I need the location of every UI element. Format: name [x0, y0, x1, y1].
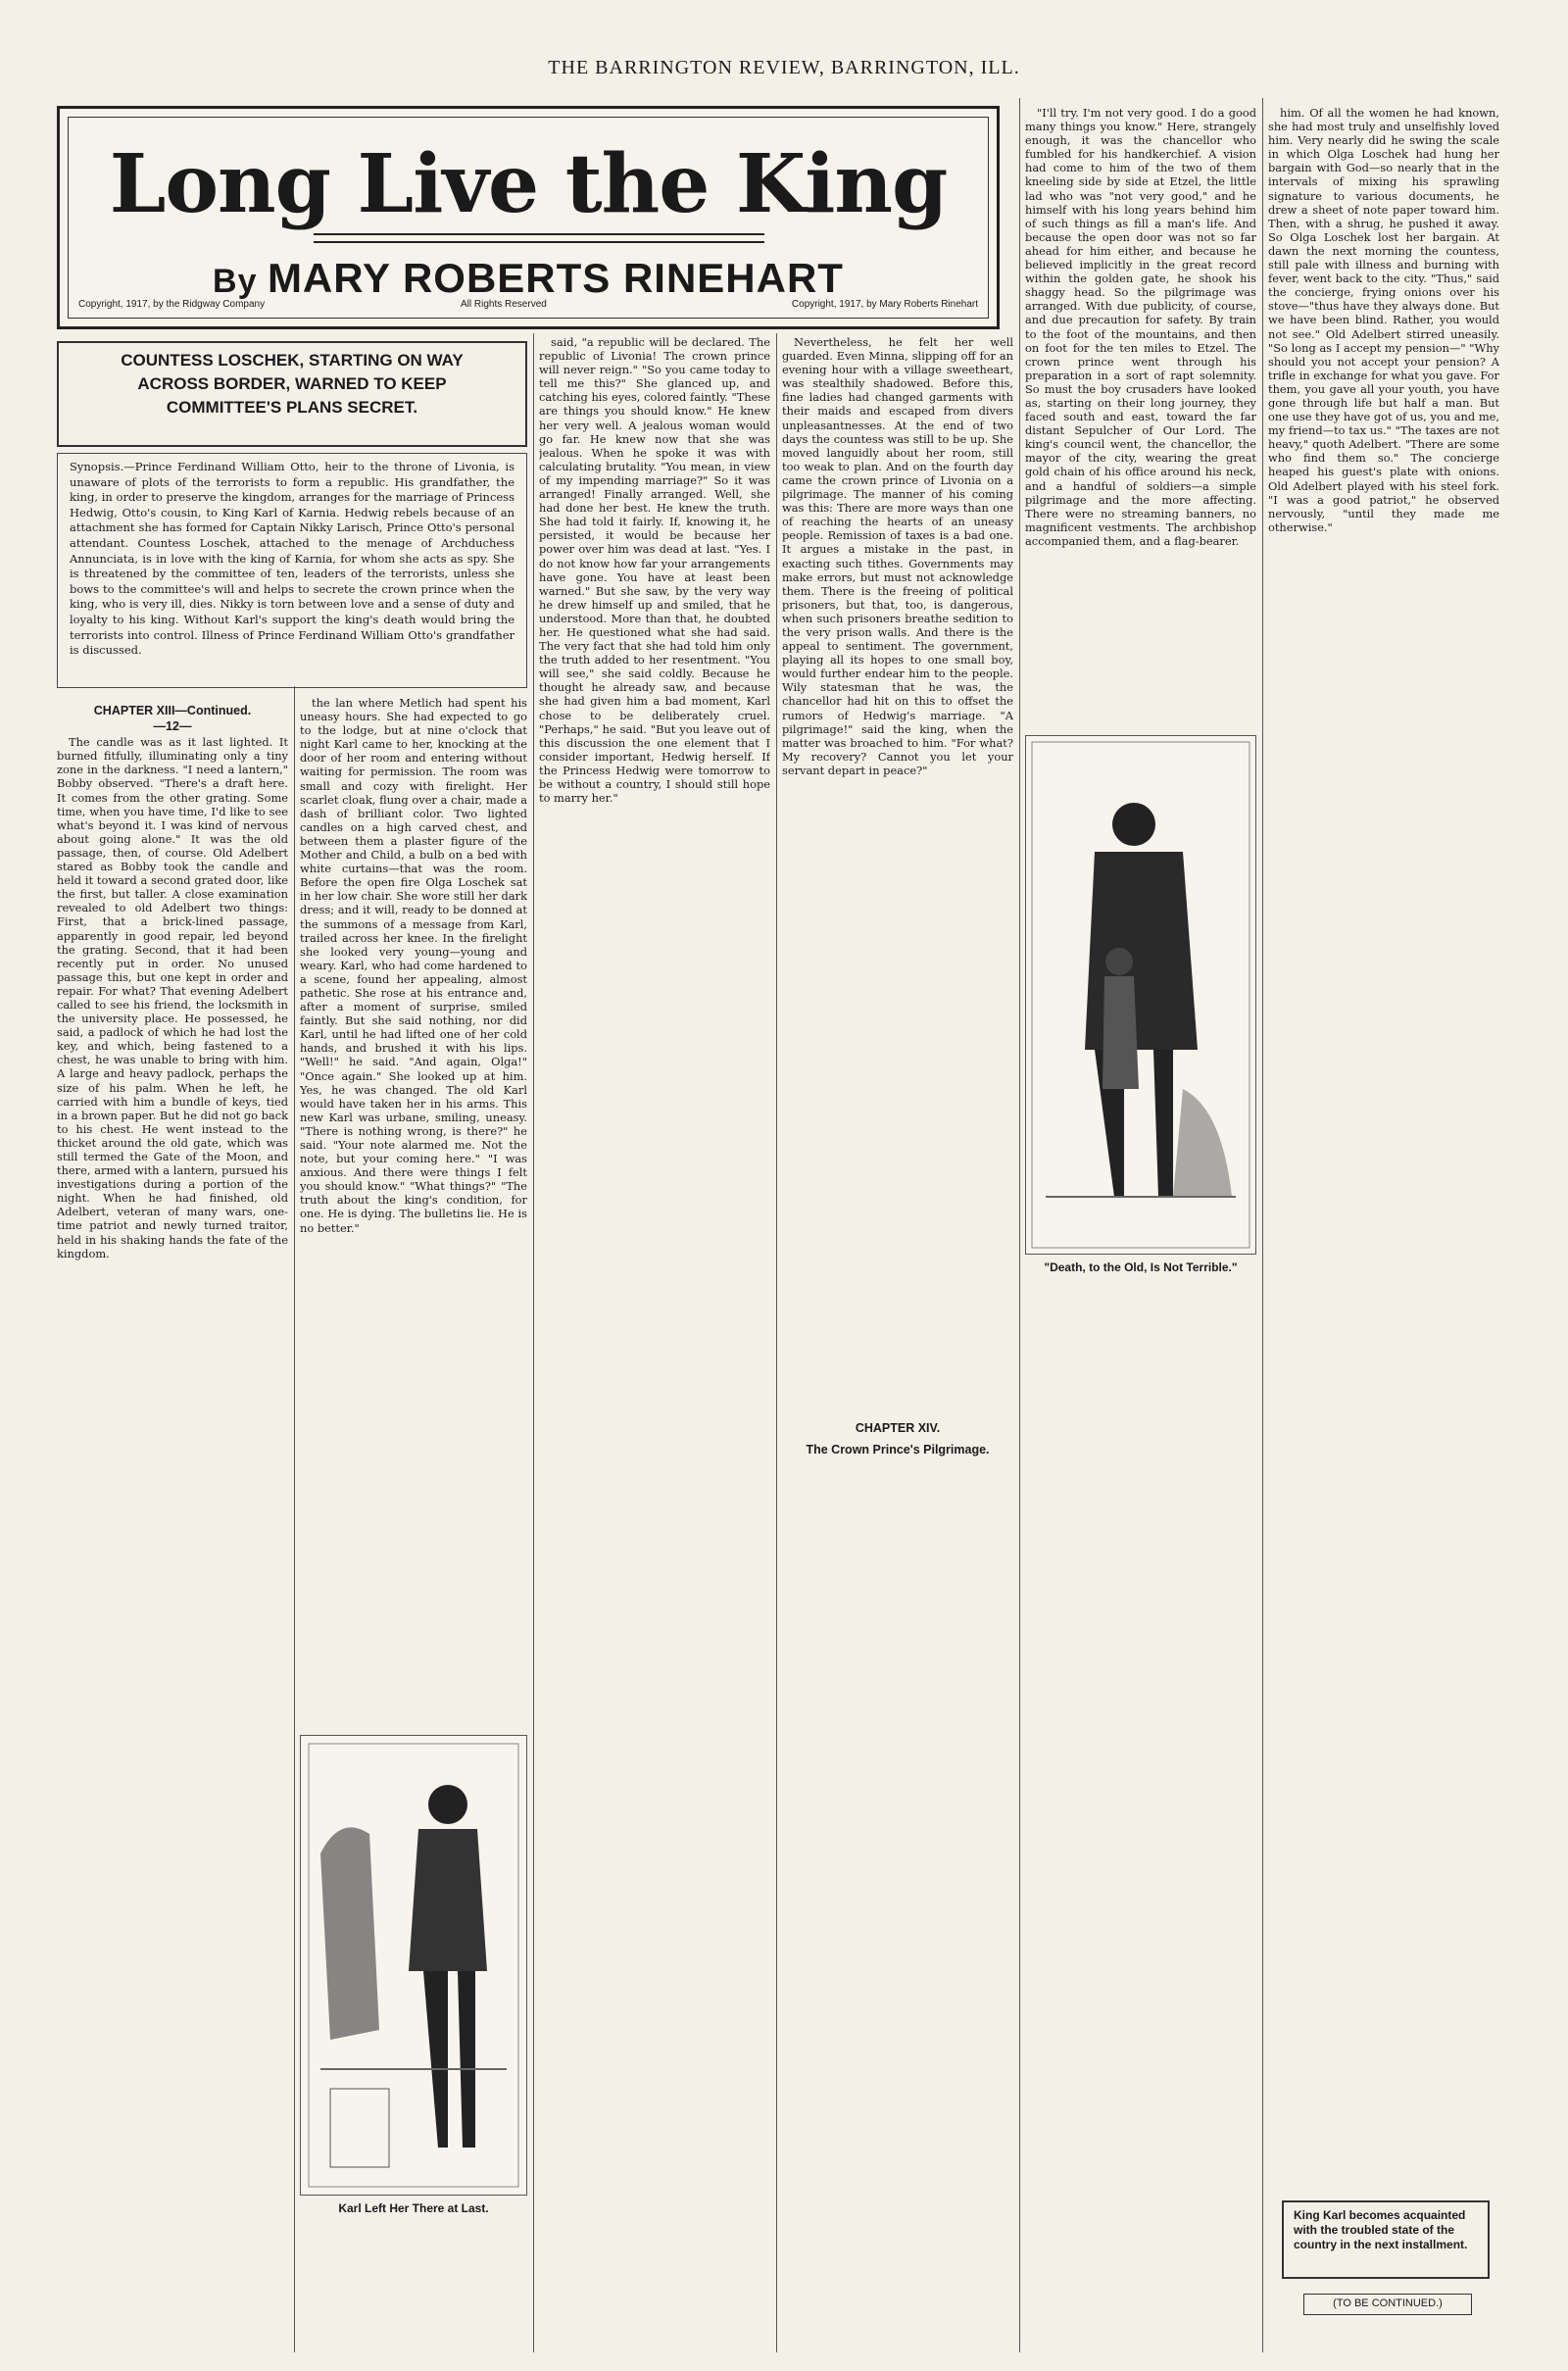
- story-title: Long Live the King: [109, 137, 948, 231]
- synopsis: Synopsis.—Prince Ferdinand William Otto, heir to the throne of Livonia, is unaware of plots of the terrorists to form a republic. His grandfather, the king, in order to preserve the kingdom, arranges for the marriage of Princess Hedwig, Otto's cousin, to King Karl of Karnia. Hedwig rebels because of an attachment she has formed for Captain Nikky Larisch, Prince Otto's personal attendant. Countess Loschek, attached to the menage of Archduchess Annunciata, is in love with the king of Karnia, for whom she acts as spy. She is threatened by the committee of ten, leaders of the terrorists, unless she bows to the committee's will and helps to secrete the crown prince when the king, who is very ill, dies. Nikky is torn between love and a sense of duty and loyalty to his king. Without Karl's support the king's death would bring the terrorists into control. Illness of Prince Ferdinand William Otto's grandfather is discussed.: [57, 453, 527, 688]
- illustration-karl-leaves: [300, 1735, 527, 2196]
- chapter-number: —12—: [153, 719, 192, 734]
- chapter-xiv-heading: CHAPTER XIV.: [855, 1421, 941, 1435]
- column-6-text: him. Of all the women he had known, she had most truly and unselfishly loved him. Very nearly did he swing the scale in which Olga Loschek had hung her bargain with God—so nearly that in the intervals of mixing his sprawling signature to various documents, he drew a sheet of note paper toward him. Then, with a shrug, he pushed it away. So Olga Loschek lost her bargain. At dawn the next morning the countess, still pale with illness and burning with fever, went back to the city. "Thus," said the concierge, frying onions over his stove—"thus have they always done. But we have been blind. Rather, you would not see." Old Adelbert stirred uneasily. "So long as I accept my pension—" "Why should you not accept your pension? A trifle in exchange for what you gave. For them, you gave all your youth, you have gone through life but half a man. But one use they have got of us, you and me, my friend—to tax us." "The taxes are not heavy," quoth Adelbert. "There are some who find them so." The concierge heaped his guest's plate with onions. Old Adelbert played with his steel fork. "I was a good patriot," he observed nervously, "until they made me otherwise.": [1268, 106, 1499, 534]
- column-divider: [1262, 98, 1263, 2352]
- column-2-text: the lan where Metlich had spent his uneasy hours. She had expected to go to the lodge, but at nine o'clock that night Karl came to her, knocking at the door of her room and entering without waiting for permission. The room was small and cozy with firelight. Her scarlet cloak, flung over a chair, made a dash of brilliant color. Two lighted candles on a high carved chest, and between them a plaster figure of the Mother and Child, a bulb on a bed with white curtains—that was the room. Before the open fire Olga Loschek sat in her low chair. She wore still her dark dress; and it will, ready to be donned at the summons of a message from Karl, trailed across her knee. In the firelight she looked very young—young and weary. Karl, who had come hardened to a scene, found her appealing, almost pathetic. She rose at his entrance and, after a moment of surprise, smiled faintly. But she said nothing, nor did Karl, until he had lifted one of her cold hands, and brushed it with his lips. "Well!" he said. "And again, Olga!" "Once again." She looked up at him. Yes, he was changed. The old Karl would have taken her in his arms. This new Karl was urbane, smiling, uneasy. "There is nothing wrong, is there?" he said. "Your note alarmed me. Not the note, but your coming here." "I was anxious. And there were things I felt you should know." "What things?" "The truth about the king's condition, for one. He is dying. The bulletins lie. He is no better.": [300, 696, 527, 1235]
- illustration-drawing: [301, 1736, 526, 2195]
- column-6: [1268, 106, 1499, 2194]
- chapter-continued-heading: CHAPTER XIII—Continued.: [93, 704, 252, 717]
- column-3-text: said, "a republic will be declared. The republic of Livonia! The crown prince will never reign." "So you came today to tell me this?" She glanced up, and catching his eyes, colored faintly. "These are things you should know." He knew her very well. A jealous woman would go far. He knew now that she was jealous. When he spoke it was with calculating brutality. "You mean, in view of my impending marriage?" So it was arranged! Finally arranged. Well, she had done her best. He knew the truth. She had told it fairly. If, knowing it, he persisted, it would be because her power over him was dead at last. "Yes. I do not know how far your arrangements have gone. You have at least been warned." But she saw, by the very way he drew himself up and smiled, that he understood. More than that, he doubted her. He questioned what she had said. The very fact that she had told him only the truth added to her resentment. "You will see," she said coldly. Because he thought he already saw, and because she had given him a bad moment, Karl chose to be deliberately cruel. "Perhaps," he said. "But you leave out of this discussion the one element that I consider important, Hedwig herself. If the Princess Hedwig were tomorrow to be without a country, I should still hope to marry her.": [539, 335, 770, 806]
- column-1: [57, 696, 288, 2352]
- column-4-text: Nevertheless, he felt her well guarded. Even Minna, slipping off for an evening hour with a village sweetheart, was stealthily shadowed. Before this, fine ladies had changed garments with their maids and escaped from divers unpleasantnesses. At the end of two days the countess was still to be up. She moved languidly about her room, still too weak to plan. And on the fourth day came the crown prince of Livonia on a pilgrimage. The manner of his coming was this: There are more ways than one of reaching the hearts of an uneasy people. Remission of taxes is a bad one. It argues a mistake in the past, in exacting such tithes. Governments may make errors, but must not acknowledge them. There is the freeing of political prisoners, but that, too, is dangerous, when such prisoners breathe sedition to the very prison walls. And there is the appeal to sentiment. The government, playing all its hopes to one small boy, would further endear him to the people. Wily statesman that he was, the chancellor had hit on this to offset the rumors of Hedwig's marriage. "A pilgrimage!" said the king, when the matter was broached to him. "For what? My recovery? Cannot you let your servant depart in peace?": [782, 335, 1013, 777]
- column-5-text: "I'll try. I'm not very good. I do a good many things you know." Here, strangely enough, it was the chancellor who fumbled for his handkerchief. A vision had come to him of the two of them kneeling side by side at Etzel, the little lad who was "not very good," and he himself with his long years behind him of such things as fill a man's life. And because the open door was not so far ahead for him either, and because he believed implicitly in the great record within the golden gate, he shook his shaggy head. So the pilgrimage was arranged. With due publicity, of course, and due precaution for safety. By train to the foot of the mountains, and then on foot for the ten miles to Etzel. The crown prince went through his preparation in a sort of rapt solemnity. So must the boy crusaders have looked as, starting on their long journey, they faced south and east, toward the far distant Sepulcher of Our Lord. The king's council went, the chancellor, the mayor of the city, wearing the great gold chain of his office around his neck, and a handful of soldiers—a simple pilgrimage and the more affecting. There were no streaming banners, no magnificent vestments. The archbishop accompanied them, and a flag-bearer.: [1025, 106, 1256, 548]
- copyright-right: Copyright, 1917, by Mary Roberts Rinehart: [791, 299, 978, 310]
- headline: COUNTESS LOSCHEK, STARTING ON WAY ACROSS BORDER, WARNED TO KEEP COMMITTEE'S PLANS SECRET.: [57, 341, 527, 447]
- illustration-drawing: [1026, 736, 1255, 1254]
- title-rule: [314, 233, 764, 243]
- column-divider: [776, 333, 777, 2352]
- column-divider: [533, 333, 534, 2352]
- column-1-text: The candle was as it last lighted. It burned fitfully, illuminating only a tiny zone in the darkness. "I need a lantern," Bobby observed. "There's a draft here. It comes from the other grating. Some time, when you have time, I'd like to see what's beyond it. I was kind of nervous about going alone." It was the old passage, then, of course. Old Adelbert stared as Bobby took the candle and held it toward a second grated door, like the first, but taller. A close examination revealed to old Adelbert two things: First, that a brick-lined passage, apparently in good repair, led beyond the grating. Second, that it had been recently put in order. No unused passage this, but one kept in order and repair. For what? That evening Adelbert called to see his friend, the locksmith in the university place. He possessed, he said, a padlock of which he had lost the key, and which, being fastened to a chest, he was unable to bring with him. A large and heavy padlock, perhaps the size of his palm. When he left, he carried with him a bundle of keys, tied in a brown paper. But he did not go back to his chest. He went instead to the thicket around the old gate, which was still termed the Gate of the Moon, and there, armed with a lantern, pursued his investigations during a portion of the night. When he had finished, old Adelbert, veteran of many wars, one-time patriot and newly turned traitor, held in his shaking hands the fate of the kingdom.: [57, 735, 288, 1260]
- masthead: THE BARRINGTON REVIEW, BARRINGTON, ILL.: [548, 57, 1020, 78]
- illustration-death-not-terrible: [1025, 735, 1256, 1255]
- caption-right: "Death, to the Old, Is Not Terrible.": [1044, 1260, 1238, 1274]
- column-divider: [1019, 98, 1020, 2352]
- to-be-continued: (TO BE CONTINUED.): [1303, 2294, 1472, 2315]
- next-installment-note: King Karl becomes acquainted with the troubled state of the country in the next installment.: [1282, 2200, 1490, 2279]
- column-4-upper: [782, 335, 1013, 1413]
- chapter-xiv-subheading: The Crown Prince's Pilgrimage.: [806, 1443, 990, 1457]
- author-name: MARY ROBERTS RINEHART: [267, 255, 844, 301]
- title-box: [57, 106, 1000, 329]
- column-3: [539, 335, 770, 2352]
- column-4: [782, 335, 1013, 2352]
- title-inner-border: [68, 117, 989, 319]
- byline: [69, 255, 988, 302]
- column-divider: [294, 686, 295, 2352]
- byline-prefix: By: [213, 263, 258, 300]
- rights-reserved: All Rights Reserved: [461, 299, 547, 310]
- copyright-left: Copyright, 1917, by the Ridgway Company: [78, 299, 266, 310]
- caption-left: Karl Left Her There at Last.: [338, 2201, 489, 2215]
